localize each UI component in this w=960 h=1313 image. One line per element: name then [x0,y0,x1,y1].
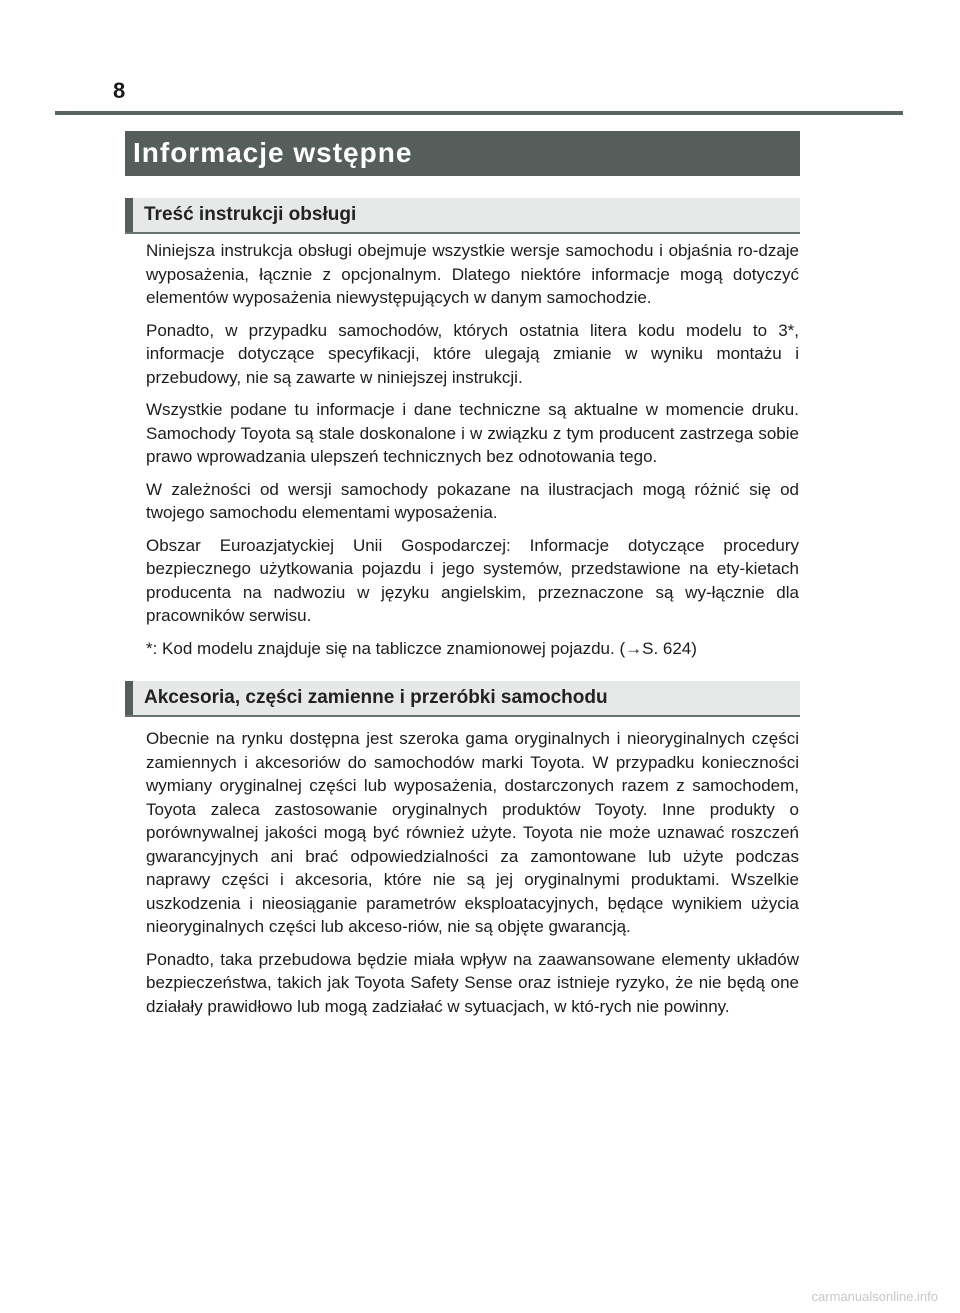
paragraph: Obszar Euroazjatyckiej Unii Gospodarczej: Informacje dotyczące procedury bezpiecznego użytkowania pojazdu i jego systemów, przedstawione na ety-kietach producenta na nadwoziu w języku angielskim, przeznaczone są wy-łącznie dla pracowników serwisu. [146,535,799,625]
paragraph: Obecnie na rynku dostępna jest szeroka gama oryginalnych i nieoryginalnych części zamiennych i akcesoriów do samochodów marki Toyota. W przypadku konieczności wymiany oryginalnej części lub wyposażenia, dostarczonych razem z samochodem, Toyota zaleca zastosowanie oryginalnych produktów Toyoty. Inne produkty o porównywalnej jakości mogą być również użyte. Toyota nie może uznawać roszczeń gwarancyjnych ani brać odpowiedzialności za zamontowane lub użyte podczas naprawy części i akcesoria, które nie są jej oryginalnymi produktami. Wszelkie uszkodzenia i nieosiąganie parametrów eksploatacyjnych, będące wynikiem użycia nieoryginalnych części lub akceso-riów, nie są objęte gwarancją. [146,729,799,936]
section-heading-label: Treść instrukcji obsługi [144,204,357,225]
section-body-instruction-contents [146,239,799,669]
watermark: carmanualsonline.info [811,1289,938,1304]
section-accent [125,681,133,715]
section-accent [125,198,133,232]
chapter-title: Informacje wstępne [133,137,413,168]
page-number: 8 [113,78,126,103]
paragraph: Niniejsza instrukcja obsługi obejmuje wszystkie wersje samochodu i objaśnia ro-dzaje wyposażenia, łącznie z opcjonalnym. Dlatego niektóre informacje mogą dotyczyć elementów wyposażenia niewystępujących w danym samochodzie. [146,241,799,307]
paragraph: Wszystkie podane tu informacje i dane techniczne są aktualne w momencie druku. Samochody Toyota są stale doskonalone i w związku z tym producent zastrzega sobie prawo wprowadzania ulepszeń technicznych bez odnotowania tego. [146,400,799,466]
paragraph: Ponadto, taka przebudowa będzie miała wpływ na zaawansowane elementy układów bezpieczeństwa, takich jak Toyota Safety Sense oraz istnieje ryzyko, że nie będą one działały prawidłowo lub mogą zadziałać w sytuacjach, w któ-rych nie powinny. [146,949,799,1016]
footnote: *: Kod modelu znajduje się na tabliczce znamionowej pojazdu. (→S. 624) [146,638,697,658]
section-body-accessories [146,727,799,1027]
section-heading-instruction-contents [125,198,800,234]
section-heading-accessories [125,681,800,717]
paragraph: W zależności od wersji samochody pokazane na ilustracjach mogą różnić się od twojego samochodu elementami wyposażenia. [146,479,799,522]
section-heading-label: Akcesoria, części zamienne i przeróbki samochodu [144,687,608,708]
paragraph: Ponadto, w przypadku samochodów, których ostatnia litera kodu modelu to 3*, informacje dotyczące specyfikacji, które ulegają zmianie w wyniku montażu i przebudowy, nie są zawarte w niniejszej instrukcji. [146,320,799,387]
header-rule [55,111,903,115]
